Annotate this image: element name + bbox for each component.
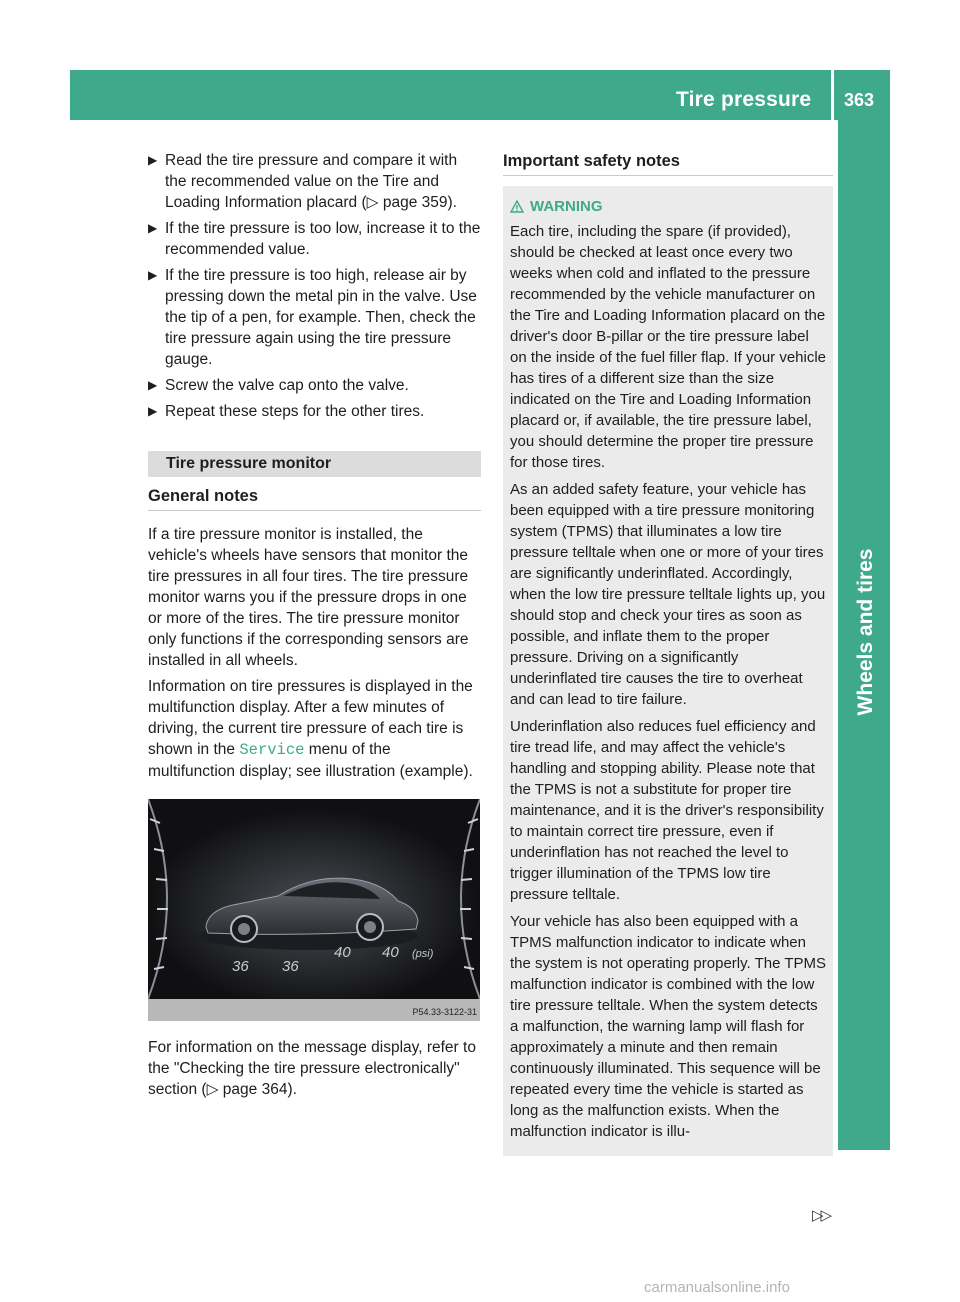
header-divider	[831, 70, 834, 120]
tire-pressure-rear-left: 40	[334, 944, 351, 961]
warning-label: WARNING	[530, 198, 603, 215]
warning-box	[503, 186, 833, 1156]
paragraph-text: menu of the multifunction display; see illustration (example).	[148, 741, 473, 780]
step-text: If the tire pressure is too high, release air by pressing down the metal pin in the valve. Use the tip of a pen, for example. Then, check the tire pressure again using the tire pressure gauge.	[165, 267, 477, 368]
warning-triangle-icon	[510, 200, 524, 213]
step-text: Repeat these steps for the other tires.	[165, 403, 425, 420]
service-menu-link[interactable]: Service	[239, 741, 305, 759]
step-text: Read the tire pressure and compare it with the recommended value on the Tire and Loading Information placard (▷ page 359).	[165, 152, 458, 211]
step-item	[148, 218, 481, 260]
warning-header	[510, 198, 826, 215]
arrow-right-icon: ▶	[148, 404, 158, 418]
step-text: Screw the valve cap onto the valve.	[165, 377, 409, 394]
subheading: General notes	[148, 487, 481, 511]
left-column	[148, 150, 481, 1105]
step-item	[148, 401, 481, 422]
warning-paragraph: Underinflation also reduces fuel efficiency and tire tread life, and may affect the vehicle's handling and stopping ability. Please note that the TPMS is not a substitute for proper tire maintenance, and it is the driver's responsibility to maintain correct tire pressure, even if underinflation has not reached the level to trigger illumination of the TPMS low tire pressure telltale.	[510, 718, 824, 903]
message-display-paragraph: For information on the message display, refer to the "Checking the tire pressure electronically" section (▷ page 364).	[148, 1039, 476, 1098]
continued-next-page-icon: ▷▷	[812, 1207, 830, 1224]
pressure-unit: (psi)	[412, 948, 434, 960]
tire-pressure-front-left: 36	[232, 958, 249, 975]
cluster-graphic	[148, 799, 480, 999]
step-item	[148, 265, 481, 370]
right-column	[503, 150, 833, 1156]
instrument-cluster-illustration	[148, 799, 480, 1021]
page-title: Tire pressure	[676, 88, 812, 111]
arrow-right-icon: ▶	[148, 378, 158, 392]
display-info-paragraph	[148, 676, 481, 782]
general-notes-paragraph: If a tire pressure monitor is installed, the vehicle's wheels have sensors that monitor the tire pressures in all four tires. The tire pressure monitor warns you if the pressure drops in one or more of the tires. The tire pressure monitor only functions if the corresponding sensors are installed in all wheels.	[148, 526, 469, 669]
warning-paragraph: Your vehicle has also been equipped with a TPMS malfunction indicator to indicate when the system is not operating properly. The TPMS malfunction indicator is combined with the low tire pressure telltale. When the system detects a malfunction, the warning lamp will flash for approximately a minute and then remain continuously illuminated. This sequence will be repeated every time the vehicle is started as long as the malfunction exists. When the malfunction indicator is illu-	[510, 913, 826, 1140]
paragraph-text: Information on tire pressures is displayed in the multifunction display. After a few minutes of driving, the current tire pressure of each tire is shown in the	[148, 678, 473, 758]
step-text: If the tire pressure is too low, increase it to the recommended value.	[165, 220, 481, 258]
chapter-tab-label: Wheels and tires	[854, 548, 877, 716]
figure-code: P54.33-3122-31	[412, 1007, 477, 1017]
warning-paragraph: As an added safety feature, your vehicle has been equipped with a tire pressure monitoring system (TPMS) that illuminates a low tire pressure telltale when one or more of your tires are significantly underinflated. Accordingly, when the low tire pressure telltale lights up, you should stop and check your tires as soon as possible, and inflate them to the proper pressure. Driving on a significantly underinflated tire causes the tire to overheat and can lead to tire failure.	[510, 481, 826, 708]
section-heading: Tire pressure monitor	[148, 451, 481, 477]
page-number: 363	[844, 90, 875, 110]
watermark: carmanualsonline.info	[644, 1279, 790, 1296]
arrow-right-icon: ▶	[148, 268, 158, 282]
safety-heading: Important safety notes	[503, 152, 833, 176]
arrow-right-icon: ▶	[148, 153, 158, 167]
tire-pressure-rear-right: 40	[382, 944, 399, 961]
step-item	[148, 375, 481, 396]
arrow-right-icon: ▶	[148, 221, 158, 235]
warning-paragraph: Each tire, including the spare (if provided), should be checked at least once every two weeks when cold and inflated to the pressure recommended by the vehicle manufacturer on the Tire and Loading Information placard on the driver's door B-pillar or the tire pressure label on the inside of the fuel filler flap. If your vehicle has tires of a different size than the size indicated on the Tire and Loading Information placard or, if available, the tire pressure label, you should determine the proper tire pressure for those tires.	[510, 223, 827, 471]
tire-pressure-front-right: 36	[282, 958, 299, 975]
step-item	[148, 150, 481, 213]
